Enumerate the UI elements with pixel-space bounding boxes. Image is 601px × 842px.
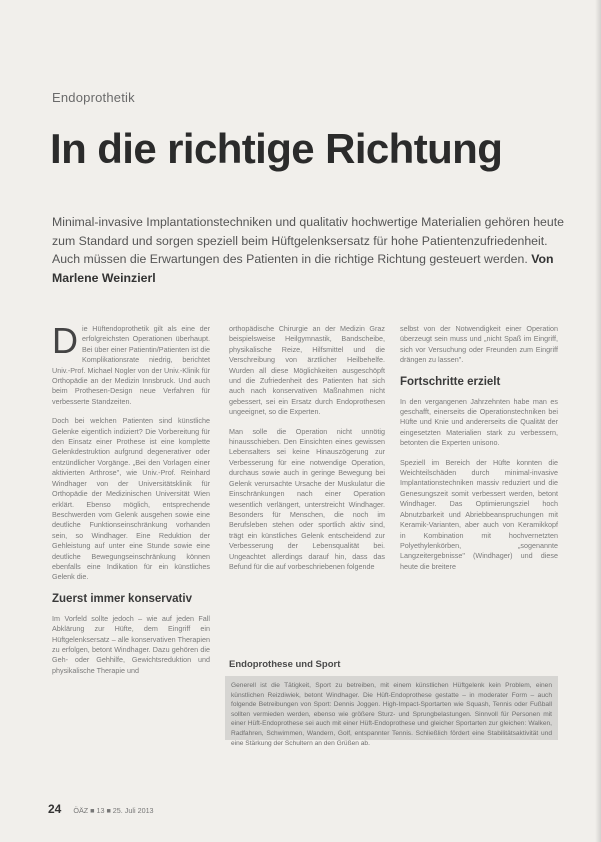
sidebar-box xyxy=(225,676,558,747)
article-column-2 xyxy=(229,324,385,581)
paragraph: Speziell im Bereich der Hüfte konnten die Weichteilschäden durch minimal-invasive Implantationstechniken massiv reduziert und die Genesungszeit somit verbessert werden, betont Windhager. Das Optimierungsziel hoch Abnutzbarkeit und Abriebbeanspruchungen mit Keramik-Varianten, aber auch von Keramikkopf in Kombination mit hochvernetzten Polyethylenkörben, „sogenannte Langzeitergebnisse" (Windhager) und diese heute die breitere xyxy=(400,457,558,571)
page-edge-shadow xyxy=(595,0,601,842)
sidebar-heading: Endoprothese und Sport xyxy=(229,659,341,670)
sidebar-text: Generell ist die Tätigkeit, Sport zu betreiben, mit einem künstlichen Hüftgelenk kein Problem, einen künstlichen Reizdiwiek, betont Windhager. Die Hüft-Endoprothese gestatte – in moderater Form – auch folgende Betreibungen von Sport: Dennis Joggen. High-Impact-Sportarten wie Squash, Tennis oder Fußball sollten vermieden werden, ebenso wie größere Sturz- und Sprungbelastungen. Sinnvoll für Personen mit einer Hüft-Endoprothese sei auch mit einer Hüft-Endoprothese und gleicher Sportarten zur gleichen: Walken, Radfahren, Schwimmen, Wandern, Golf, entspannter Tennis. Schließlich fördert eine Stabilitätsaktivität und eine Stärkung der Schultern an den Grüßen ab. xyxy=(231,682,552,747)
paragraph: orthopädische Chirurgie an der Medizin Graz beispielsweise Heilgymnastik, Bandscheibe, physikalische Reize, Hilfsmittel und die Verschreibung von ärztlicher Heilbehelfe. Wurden all diese Möglichkeiten ausgeschöpft und die Zufriedenheit des Patienten hat sich auch nach konservativen Maßnahmen nicht gebessert, sei ein Ersatz durch Endoprothesen ungeeignet, so die Experten. xyxy=(229,324,385,417)
section-kicker: Endoprothetik xyxy=(52,90,135,105)
article-column-1 xyxy=(52,320,210,685)
paragraph: Im Vorfeld sollte jedoch – wie auf jeden Fall Abklärung zur Hüfte, dem Eingriff ein Hüftgelenksersatz – alle konservativen Therapien zu erfolgen, betont Windhager. Dazu gehören die Geh- oder Gehhilfe, Gewichtsreduktion und physikalische Therapie und xyxy=(52,613,210,675)
paragraph: Doch bei welchen Patienten sind künstliche Gelenke eigentlich indiziert? Die Vorbereitung für den Einsatz einer Prothese ist eine komplette Gelenkdestruktion aufgrund degenerativer oder entzündlicher Vorgänge. „Bei den Vorlagen einer aktivierten Arthrose", wie Univ.-Prof. Reinhard Windhager von der Universitätsklinik für Orthopädie der Medizinischen Universität Wien erklärt. Ebenso möglich, entsprechende Beschwerden vom Gelenk ausgehen sowie eine deutliche Funktionseinschränkung vorhanden sein, so Windhager. Eine Reduktion der Gehleistung auf unter eine Stunde sowie eine deutliche Bewegungseinschränkung können ebenfalls eine Indikation für ein künstliches Gelenk die. xyxy=(52,416,210,582)
dropcap: D xyxy=(52,320,78,361)
paragraph: Man solle die Operation nicht unnötig hinausschieben. Den Einsichten eines gewissen Lebensalters sei keine Hinauszögerung zur Verbesserung für eine notwendige Operation, durchaus sowie auch in geringe Bewegung bei Gelenk verursachte Ursache der Muskulatur die Einschränkungen nach einer Operation wesentlich verlängert, unterstreicht Windhager. Besonders für Menschen, die noch im Berufsleben stehen oder sportlich aktiv sind, trägt ein künstliches Gelenk entscheidend zur Verbesserung der Lebensqualität bei. Ungeachtet allerdings darauf hin, dass das Befund für die auf vorbeschriebenen folgende xyxy=(229,426,385,571)
page-number: 24 xyxy=(48,802,62,816)
article-lead xyxy=(52,213,572,287)
paragraph-text: ie Hüftendoprothetik gilt als eine der erfolgreichsten Operationen überhaupt. Bei über einer Patientin/Patienten ist die Komplikationsrate niedrig, berichtet Univ.-Prof. Michael Nogler von der Univ.-Klinik für Orthopädie an der Medizin Innsbruck. Und auch beim Prothesen-Design neue Verfahren für verbesserte Standzeiten. xyxy=(52,324,210,406)
issue-info: ÖÄZ ■ 13 ■ 25. Juli 2013 xyxy=(73,806,154,815)
article-column-3 xyxy=(400,324,558,581)
page-footer xyxy=(48,802,154,816)
paragraph: In den vergangenen Jahrzehnten habe man es geschafft, einerseits die Operationstechniken bei Hüfte und Knie und andererseits die Qualität der eingesetzten Materialien stark zu verbessern, betonten die Experten unisono. xyxy=(400,396,558,448)
lead-text: Minimal-invasive Implantationstechniken und qualitativ hochwertige Materialien gehören heute zum Standard und sorgen speziell beim Hüftgelenksersatz für hohe Patientenzufriedenheit. Auch müssen die Erwartungen des Patienten in die richtige Richtung gesteuert werden. xyxy=(52,215,564,267)
paragraph: selbst von der Notwendigkeit einer Operation überzeugt sein muss und „nicht Spaß im Eingriff, sich vor Versuchung oder Freunden zum Eingriff drängen zu lassen". xyxy=(400,324,558,365)
author-byline: Von Marlene Weinzierl xyxy=(52,252,554,285)
subheading: Zuerst immer konservativ xyxy=(52,592,192,605)
subheading: Fortschritte erzielt xyxy=(400,375,501,388)
article-headline: In die richtige Richtung xyxy=(50,125,503,172)
paragraph xyxy=(52,320,210,407)
